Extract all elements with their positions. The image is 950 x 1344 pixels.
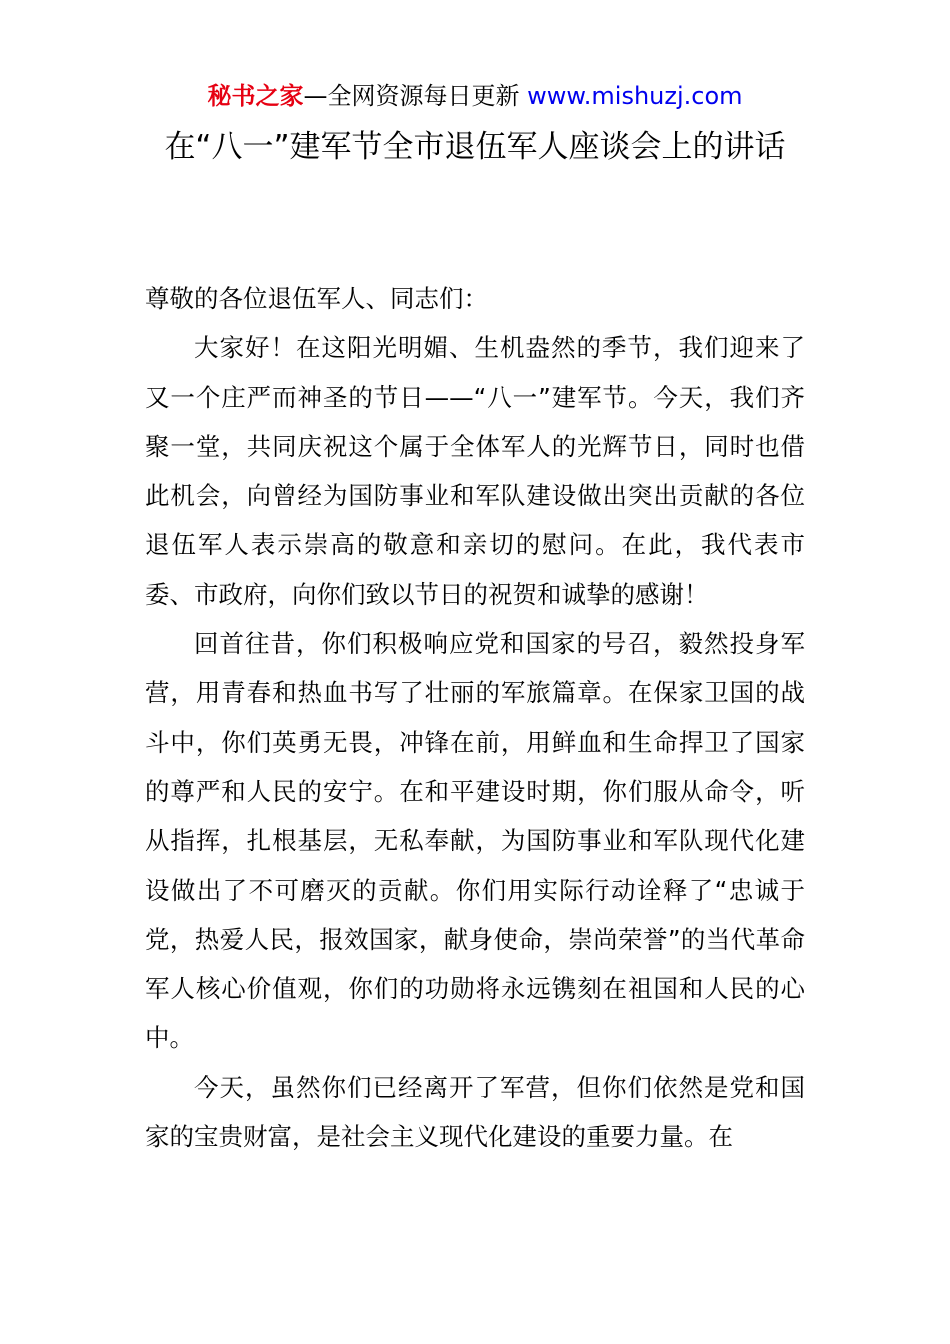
site-header xyxy=(0,80,950,112)
document-body xyxy=(145,274,805,1161)
salutation: 尊敬的各位退伍军人、同志们： xyxy=(145,284,488,313)
paragraph-3: 今天，虽然你们已经离开了军营，但你们依然是党和国家的宝贵财富，是社会主义现代化建设的重要力量。在 xyxy=(145,1072,805,1152)
document-title: 在“八一”建军节全市退伍军人座谈会上的讲话 xyxy=(164,129,786,165)
site-tagline: —全网资源每日更新 xyxy=(303,82,528,110)
paragraph-2: 回首往昔，你们积极响应党和国家的号召，毅然投身军营，用青春和热血书写了壮丽的军旅篇章。在保家卫国的战斗中，你们英勇无畏，冲锋在前，用鲜血和生命捍卫了国家的尊严和人民的安宁。在和平建设时期，你们服从命令，听从指挥，扎根基层，无私奉献，为国防事业和军队现代化建设做出了不可磨灭的贡献。你们用实际行动诠释了“忠诚于党，热爱人民，报效国家，献身使命，崇尚荣誉”的当代革命军人核心价值观，你们的功勋将永远镌刻在祖国和人民的心中。 xyxy=(145,629,805,1053)
site-url-link[interactable]: www.mishuzj.com xyxy=(527,82,743,110)
paragraph-1: 大家好！在这阳光明媚、生机盎然的季节，我们迎来了又一个庄严而神圣的节日——“八一”建军节。今天，我们齐聚一堂，共同庆祝这个属于全体军人的光辉节日，同时也借此机会，向曾经为国防事业和军队建设做出突出贡献的各位退伍军人表示崇高的敬意和亲切的慰问。在此，我代表市委、市政府，向你们致以节日的祝贺和诚挚的感谢！ xyxy=(145,333,805,609)
site-brand: 秘书之家 xyxy=(207,82,304,110)
